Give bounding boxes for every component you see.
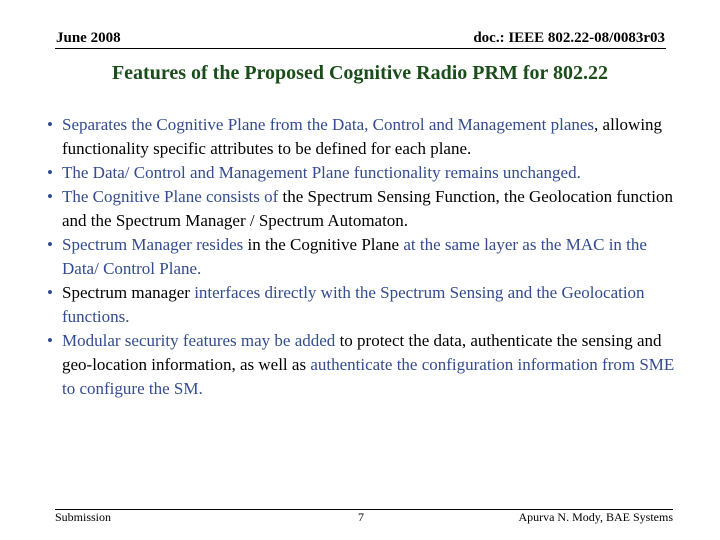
bullet-item [47, 281, 687, 329]
bullet-text-segment: The Cognitive Plane consists of [62, 187, 283, 206]
bullet-list [47, 113, 687, 401]
bullet-item [47, 233, 687, 281]
bullet-icon: • [47, 283, 53, 302]
footer-submission: Submission [55, 510, 112, 524]
bullet-text-segment: Spectrum Manager resides [62, 235, 248, 254]
bullet-text-segment: , allowing functionality specific attributes to be defined for each plane. [62, 115, 663, 158]
bullet-text-segment: Modular security features may be added [62, 331, 340, 350]
bullet-icon: • [47, 235, 53, 254]
bullet-item [47, 185, 687, 233]
bullet-text-segment: to protect the data, authenticate the sensing and geo-location information, as well as [62, 331, 662, 374]
bullet-item [47, 329, 687, 401]
header-date: June 2008 [56, 30, 121, 46]
bullet-text-segment: authenticate the [310, 355, 418, 374]
bullet-text-segment: The Data/ Control and Management Plane functionality remains unchanged. [62, 163, 581, 182]
bullet-text-segment: Spectrum manager [62, 283, 195, 302]
bullet-text-segment: at the same layer as the MAC in the Data/ Control Plane. [62, 235, 647, 278]
bullet-text-segment: the Spectrum Sensing Function, the Geolocation function and the Spectrum Manager / Spectrum Automaton. [62, 187, 673, 230]
header-doc-id: doc.: IEEE 802.22-08/0083r03 [473, 30, 665, 46]
header-divider [55, 48, 666, 49]
bullet-icon: • [47, 163, 53, 182]
bullet-icon: • [47, 331, 53, 350]
bullet-item [47, 161, 687, 185]
bullet-text-segment: in the Cognitive Plane [247, 235, 404, 254]
slide-title: Features of the Proposed Cognitive Radio PRM for 802.22 [111, 62, 609, 84]
bullet-item [47, 113, 687, 161]
bullet-text-segment: interfaces directly with the Spectrum Sensing and the Geolocation functions. [62, 283, 645, 326]
bullet-icon: • [47, 115, 53, 134]
footer-author: Apurva N. Mody, BAE Systems [518, 510, 673, 524]
bullet-text-segment: configuration information from SME to configure the SM. [62, 355, 675, 398]
page-number: 7 [358, 510, 364, 524]
bullet-text-segment: Separates the Cognitive Plane from the Data, Control and Management planes [62, 115, 595, 134]
bullet-icon: • [47, 187, 53, 206]
